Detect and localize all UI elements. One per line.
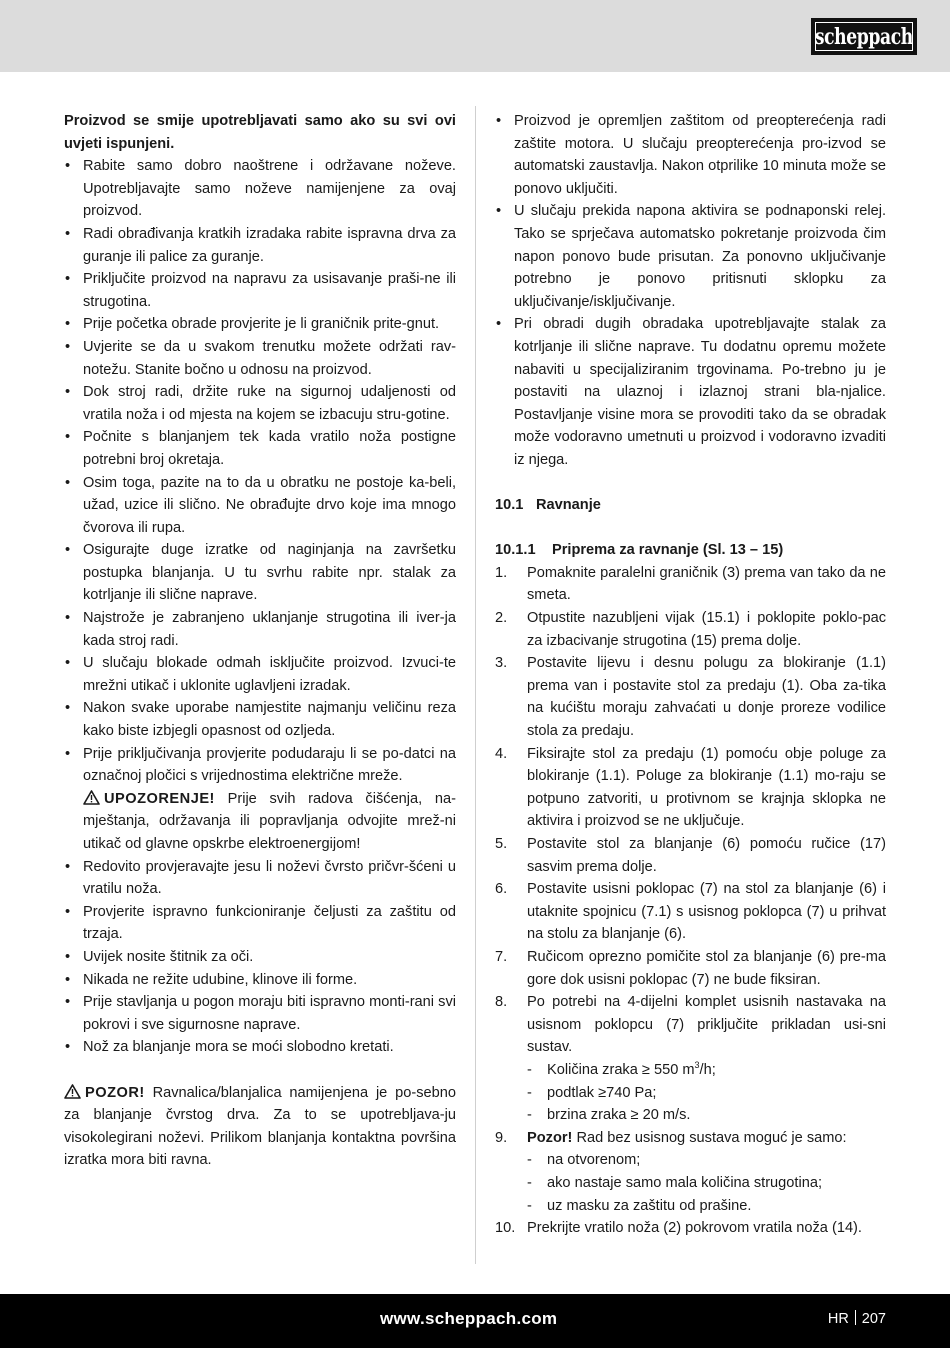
preparation-steps <box>495 562 886 1240</box>
list-item: • Dok stroj radi, držite ruke na sigurnoj udaljenosti od vratila noža i od mjesta na kojem se izbacuju stru-gotine. <box>64 381 456 426</box>
page-number: 207 <box>861 1311 886 1327</box>
list-item: • Prije priključivanja provjerite podudaraju li se po-datci na označnoj pločici s vrijednostima električne mreže. <box>64 743 456 788</box>
section-title: Ravnanje <box>536 497 601 514</box>
caution-label: POZOR! <box>85 1084 145 1101</box>
column-divider <box>475 106 476 1264</box>
step-item <box>495 1127 886 1217</box>
step-item <box>495 878 886 946</box>
safety-list-a <box>64 155 456 788</box>
step-number: 2. <box>495 610 508 627</box>
list-item: • Nikada ne režite udubine, klinove ili forme. <box>64 969 456 992</box>
list-item: • Najstrože je zabranjeno uklanjanje strugotina ili iver-ja kada stroj radi. <box>64 607 456 652</box>
spacer <box>64 1059 456 1082</box>
page-separator <box>855 1310 856 1325</box>
step-text: Otpustite nazubljeni vijak (15.1) i poklopite poklo-pac za izbacivanje strugotina (15) prema dolje. <box>527 610 886 649</box>
list-item: • Priključite proizvod na napravu za usisavanje praši-ne ili strugotina. <box>64 268 456 313</box>
step-number: 9. <box>495 1129 508 1146</box>
language-code: HR <box>827 1311 849 1327</box>
step-text: Postavite usisni poklopac (7) na stol za blanjanje (6) i utaknite spojnicu (7.1) s usisnog poklopca (7) u prihvat na stolu za blanjanje (6). <box>527 881 886 943</box>
logo-frame <box>815 22 913 51</box>
condition-item: - ako nastaje samo mala količina strugotina; <box>527 1172 886 1195</box>
list-item: • Pri obradi dugih obradaka upotrebljavajte stalak za kotrljanje ili slične naprave. Tu dodatnu opremu možete nabaviti u specijaliziranim trgovinama. Po-trebno ju je postaviti na ulaznoj i izlaznoj strani bla-njalice. Postavljanje visine mora se provoditi tako da se obradak može vodoravno umetnuti u proizvod i vodoravno izvaditi iz njega. <box>495 313 886 471</box>
page-indicator <box>828 1310 886 1327</box>
subsection-number: 10.1.1 <box>495 542 536 559</box>
step-number: 8. <box>495 994 508 1011</box>
warning-triangle-icon <box>83 790 100 805</box>
section-heading <box>495 494 886 517</box>
air-volume-unit: /h; <box>699 1061 716 1078</box>
list-item: • Radi obrađivanja kratkih izradaka rabite ispravna drva za guranje ili palice za guranje. <box>64 223 456 268</box>
warning-triangle-icon <box>64 1084 81 1099</box>
header-band <box>0 0 950 72</box>
list-item: • Nakon svake uporabe namjestite najmanju veličinu reza kako biste izbjegli opasnost od ozljeda. <box>64 697 456 742</box>
air-volume-exponent: 3 <box>694 1060 700 1071</box>
step-number: 7. <box>495 948 508 965</box>
intro-text: Proizvod se smije upotrebljavati samo ako su svi ovi uvjeti ispunjeni. <box>64 113 456 152</box>
step-text: Po potrebi na 4-dijelni komplet usisnih nastavaka na usisnom poklopcu (7) priključite prikladan usi-sni sustav. <box>527 994 886 1056</box>
step-text: Rad bez usisnog sustava moguć je samo: <box>572 1129 847 1146</box>
spacer <box>495 517 886 540</box>
condition-item: - uz masku za zaštitu od prašine. <box>527 1195 886 1218</box>
condition-item: - na otvorenom; <box>527 1149 886 1172</box>
step-item <box>495 946 886 991</box>
spacer <box>495 472 886 495</box>
step-number: 10. <box>495 1220 516 1237</box>
step-number: 4. <box>495 745 508 762</box>
step-item <box>495 562 886 607</box>
website-url: www.scheppach.com <box>380 1309 558 1328</box>
step-text: Fiksirajte stol za predaju (1) pomoću obje poluge za blokiranje (1.1). Poluge za blokiranje (1.1) mo-raju se potpuno zatvoriti, u protivnom se krajnja sklopka ne aktivira i proizvod se ne uključuje. <box>527 745 886 830</box>
warning-label: UPOZORENJE! <box>104 790 215 807</box>
list-item: • Proizvod je opremljen zaštitom od preopterećenja radi zaštite motora. U slučaju preopterećenja pro-izvod se automatski zaustavlja. Nakon otprilike 10 minuta može se ponovo uključiti. <box>495 110 886 200</box>
list-item: • U slučaju prekida napona aktivira se podnaponski relej. Tako se sprječava automatsko pokretanje proizvoda čim napon ponovo bude prisutan. Za ponovno uključivanje potrebno je ponovo pritisnuti sklopku za uključivanje/isključivanje. <box>495 200 886 313</box>
step-item <box>495 607 886 652</box>
list-item: • Rabite samo dobro naoštrene i održavane noževe. Upotrebljavajte samo noževe namijenjene za ovaj proizvod. <box>64 155 456 223</box>
list-item: • Počnite s blanjanjem tek kada vratilo noža postigne potrebni broj okretaja. <box>64 426 456 471</box>
step-item <box>495 1217 886 1240</box>
step-text: Postavite lijevu i desnu polugu za blokiranje (1.1) prema van i postavite stol za predaju (1). Oba za-tika na kućištu moraju zahvaćati u donje proreze vodilice stola za predaju. <box>527 655 886 740</box>
step-text: Pomaknite paralelni graničnik (3) prema van tako da ne smeta. <box>527 564 886 604</box>
step-item <box>495 743 886 833</box>
list-item: • Uvjerite se da u svakom trenutku možete održati rav-notežu. Stanite bočno u odnosu na proizvod. <box>64 336 456 381</box>
list-item: • Prije početka obrade provjerite je li graničnik prite-gnut. <box>64 313 456 336</box>
list-item: • Provjerite ispravno funkcioniranje čeljusti za zaštitu od trzaja. <box>64 901 456 946</box>
safety-list-b <box>64 856 456 1059</box>
list-item: • Osim toga, pazite na to da u obratku ne postoje ka-beli, užad, uzice ili slično. Ne obrađujte drvo koje ima mnogo čvorova ili rupa. <box>64 472 456 540</box>
step-number: 6. <box>495 881 508 898</box>
left-column <box>64 110 456 1172</box>
step-number: 5. <box>495 836 508 852</box>
scheppach-logo <box>811 18 917 55</box>
step-number: 1. <box>495 564 508 581</box>
step-text: Postavite stol za blanjanje (6) pomoću ručice (17) sasvim prema dolje. <box>527 836 886 875</box>
step9-caution: Pozor! <box>527 1129 573 1146</box>
step-number: 3. <box>495 655 508 672</box>
subsection-heading <box>495 539 886 562</box>
protection-list <box>495 110 886 472</box>
logo-text: scheppach <box>814 23 914 50</box>
spec-item <box>527 1059 886 1082</box>
list-item: • Osigurajte duge izratke od naginjanja na završetku postupka blanjanja. U tu svrhu rabite npr. stalak za kotrljanje ili slične naprave. <box>64 539 456 607</box>
list-item: • Nož za blanjanje mora se moći slobodno kretati. <box>64 1036 456 1059</box>
spec-item: - brzina zraka ≥ 20 m/s. <box>527 1104 886 1127</box>
list-item: • U slučaju blokade odmah isključite proizvod. Izvuci-te mrežni utikač i uklonite uglavljeni izradak. <box>64 652 456 697</box>
caution-text: Ravnalica/blanjalica namijenjena je po-sebno za blanjanje čvrstog drva. Za to se upotrebljava-ju visokolegirani noževi. Prilikom blanjanja kontaktna površina izratka mora biti ravna. <box>64 1084 456 1169</box>
caution-paragraph <box>64 1082 456 1172</box>
spec-item: - podtlak ≥740 Pa; <box>527 1082 886 1105</box>
air-volume-text: Količina zraka ≥ 550 m <box>547 1061 695 1078</box>
list-item: • Prije stavljanja u pogon moraju biti ispravno monti-rani svi pokrovi i sve sigurnosne naprave. <box>64 991 456 1036</box>
right-column <box>495 110 886 1240</box>
list-item: • Redovito provjeravajte jesu li noževi čvrsto pričvr-šćeni u vratilu noža. <box>64 856 456 901</box>
step-item <box>495 991 886 1127</box>
step-text: Ručicom oprezno pomičite stol za blanjanje (6) pre-ma gore dok usisni poklopac (7) ne bude fiksiran. <box>527 948 886 988</box>
section-number: 10.1 <box>495 497 524 514</box>
extraction-specs <box>527 1059 886 1127</box>
step9-conditions <box>527 1149 886 1217</box>
footer-bar <box>0 1294 950 1348</box>
step-item <box>495 652 886 742</box>
warning-text: Prije svih radova čišćenja, na-mještanja, održavanja ili popravljanja odvojite mrež-ni utikač od glavne opskrbe elektroenergijom! <box>83 790 456 852</box>
step-text: Prekrijte vratilo noža (2) pokrovom vratila noža (14). <box>527 1220 862 1237</box>
list-item: • Uvijek nosite štitnik za oči. <box>64 946 456 969</box>
subsection-title: Priprema za ravnanje (Sl. 13 – 15) <box>552 542 784 559</box>
warning-paragraph <box>64 788 456 856</box>
step-item <box>495 833 886 878</box>
